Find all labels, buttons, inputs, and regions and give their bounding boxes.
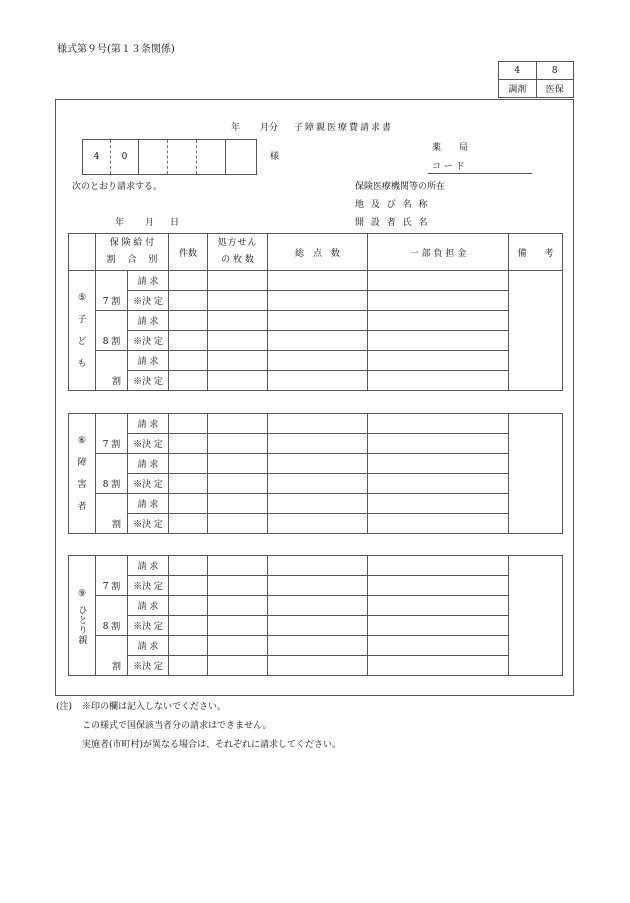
cell-points[interactable] xyxy=(268,271,368,291)
cell-rx[interactable] xyxy=(208,576,268,596)
cell-rx[interactable] xyxy=(208,454,268,474)
header-benefit-line2: 割 合 別 xyxy=(106,255,158,265)
row-decision: ※決 定 xyxy=(128,514,169,534)
cell-rx[interactable] xyxy=(208,616,268,636)
cell-points[interactable] xyxy=(268,454,368,474)
cell-count[interactable] xyxy=(169,576,208,596)
row-request: 請 求 xyxy=(128,454,169,474)
cell-rx[interactable] xyxy=(208,474,268,494)
corner-label-2: 医保 xyxy=(536,80,574,98)
corner-code-1: 4 xyxy=(499,62,537,80)
header-remarks: 備 考 xyxy=(509,234,563,271)
cell-rx[interactable] xyxy=(208,656,268,676)
code-digit-4[interactable] xyxy=(168,140,197,174)
section-mark: ⑨ xyxy=(77,589,87,599)
insurer-code-box xyxy=(82,139,257,175)
cell-rx[interactable] xyxy=(208,271,268,291)
rate-blank: 割 xyxy=(96,494,128,534)
cell-rx[interactable] xyxy=(208,331,268,351)
corner-label-1: 調剤 xyxy=(499,80,537,98)
cell-copay[interactable] xyxy=(368,596,509,616)
row-request: 請 求 xyxy=(128,494,169,514)
section-label-disabled xyxy=(69,414,96,534)
cell-points[interactable] xyxy=(268,656,368,676)
cell-rx[interactable] xyxy=(208,596,268,616)
corner-code-2: 8 xyxy=(536,62,574,80)
section-char: 障 xyxy=(77,457,87,468)
cell-copay[interactable] xyxy=(368,616,509,636)
cell-remarks[interactable] xyxy=(509,414,563,534)
cell-copay[interactable] xyxy=(368,414,509,434)
pharmacy-code-label: コ ー ド xyxy=(432,162,465,172)
cell-points[interactable] xyxy=(268,494,368,514)
section-mark: ⑥ xyxy=(77,435,87,446)
rate-8: 8 割 xyxy=(96,454,128,494)
row-decision: ※決 定 xyxy=(128,656,169,676)
section-char: 害 xyxy=(77,479,87,490)
row-decision: ※決 定 xyxy=(128,291,169,311)
cell-points[interactable] xyxy=(268,474,368,494)
row-decision: ※決 定 xyxy=(128,331,169,351)
cell-copay[interactable] xyxy=(368,474,509,494)
cell-copay[interactable] xyxy=(368,371,509,391)
row-request: 請 求 xyxy=(128,351,169,371)
title-year: 年 xyxy=(231,123,241,133)
rate-blank: 割 xyxy=(96,636,128,676)
cell-count[interactable] xyxy=(169,636,208,656)
title-month: 月分 xyxy=(260,123,279,133)
cell-points[interactable] xyxy=(268,331,368,351)
cell-count[interactable] xyxy=(169,351,208,371)
section-children-table xyxy=(68,270,563,391)
rate-8: 8 割 xyxy=(96,311,128,351)
date-month: 月 xyxy=(145,218,155,228)
header-rx xyxy=(208,234,268,271)
institution-location-label: 地 及 び 名 称 xyxy=(355,200,430,210)
section-char: も xyxy=(77,358,87,369)
note-line-1: ※印の欄は記入しないでください。 xyxy=(82,702,227,712)
row-request: 請 求 xyxy=(128,596,169,616)
cell-count[interactable] xyxy=(169,494,208,514)
header-table xyxy=(68,233,563,271)
cell-points[interactable] xyxy=(268,576,368,596)
cell-rx[interactable] xyxy=(208,514,268,534)
cell-copay[interactable] xyxy=(368,576,509,596)
cell-copay[interactable] xyxy=(368,434,509,454)
cell-copay[interactable] xyxy=(368,351,509,371)
notes-label: (注) xyxy=(56,702,73,712)
row-decision: ※決 定 xyxy=(128,474,169,494)
cell-points[interactable] xyxy=(268,636,368,656)
request-text: 次のとおり請求する。 xyxy=(72,182,163,192)
cell-rx[interactable] xyxy=(208,556,268,576)
pharmacy-label: 薬 局 xyxy=(432,143,469,153)
cell-copay[interactable] xyxy=(368,291,509,311)
cell-copay[interactable] xyxy=(368,636,509,656)
header-copay: 一 部 負 担 金 xyxy=(368,234,509,271)
cell-copay[interactable] xyxy=(368,556,509,576)
cell-rx[interactable] xyxy=(208,351,268,371)
cell-rx[interactable] xyxy=(208,371,268,391)
cell-count[interactable] xyxy=(169,291,208,311)
section-char: ど xyxy=(77,336,87,347)
cell-points[interactable] xyxy=(268,514,368,534)
row-decision: ※決 定 xyxy=(128,371,169,391)
cell-points[interactable] xyxy=(268,371,368,391)
cell-count[interactable] xyxy=(169,454,208,474)
note-line-3: 実施者(市町村)が異なる場合は、それぞれに請求してください。 xyxy=(82,740,342,750)
section-disabled-table xyxy=(68,413,563,534)
cell-count[interactable] xyxy=(169,514,208,534)
cell-copay[interactable] xyxy=(368,656,509,676)
cell-points[interactable] xyxy=(268,311,368,331)
row-request: 請 求 xyxy=(128,636,169,656)
cell-rx[interactable] xyxy=(208,414,268,434)
code-digit-5[interactable] xyxy=(197,140,226,174)
cell-copay[interactable] xyxy=(368,454,509,474)
code-digit-6[interactable] xyxy=(226,140,256,174)
cell-points[interactable] xyxy=(268,414,368,434)
cell-points[interactable] xyxy=(268,351,368,371)
note-line-2: この様式で国保該当者分の請求はできません。 xyxy=(82,721,272,731)
cell-count[interactable] xyxy=(169,271,208,291)
cell-rx[interactable] xyxy=(208,311,268,331)
cell-count[interactable] xyxy=(169,371,208,391)
cell-copay[interactable] xyxy=(368,514,509,534)
cell-count[interactable] xyxy=(169,414,208,434)
cell-remarks[interactable] xyxy=(509,271,563,391)
cell-points[interactable] xyxy=(268,434,368,454)
cell-rx[interactable] xyxy=(208,636,268,656)
section-char: 者 xyxy=(77,501,87,512)
founder-name-label: 開 設 者 氏 名 xyxy=(355,218,430,228)
rate-7: 7 割 xyxy=(96,556,128,596)
code-digit-3[interactable] xyxy=(139,140,168,174)
form-number: 様式第９号(第１３条関係) xyxy=(57,44,175,55)
cell-count[interactable] xyxy=(169,596,208,616)
date-day: 日 xyxy=(170,218,180,228)
cell-count[interactable] xyxy=(169,616,208,636)
row-request: 請 求 xyxy=(128,414,169,434)
header-rx-line1: 処方せん xyxy=(217,238,258,248)
row-request: 請 求 xyxy=(128,311,169,331)
header-blank xyxy=(69,234,96,271)
cell-count[interactable] xyxy=(169,434,208,454)
cell-points[interactable] xyxy=(268,556,368,576)
row-request: 請 求 xyxy=(128,556,169,576)
section-char: 子 xyxy=(77,314,87,325)
rate-7: 7 割 xyxy=(96,271,128,311)
cell-rx[interactable] xyxy=(208,494,268,514)
cell-copay[interactable] xyxy=(368,494,509,514)
header-benefit-line1: 保 険 給 付 xyxy=(109,238,155,248)
rate-blank: 割 xyxy=(96,351,128,391)
rate-7: 7 割 xyxy=(96,414,128,454)
cell-copay[interactable] xyxy=(368,311,509,331)
cell-points[interactable] xyxy=(268,616,368,636)
row-decision: ※決 定 xyxy=(128,434,169,454)
code-digit-2: 0 xyxy=(111,140,139,174)
cell-rx[interactable] xyxy=(208,291,268,311)
section-label-children xyxy=(69,271,96,391)
section-vertical-text: ひとり親 xyxy=(76,605,87,645)
section-mark: ⑤ xyxy=(77,292,87,303)
cell-remarks[interactable] xyxy=(509,556,563,676)
row-decision: ※決 定 xyxy=(128,616,169,636)
date-year: 年 xyxy=(115,218,125,228)
cell-count[interactable] xyxy=(169,556,208,576)
section-single-parent-table xyxy=(68,555,563,676)
rate-8: 8 割 xyxy=(96,596,128,636)
code-digit-1: 4 xyxy=(83,140,111,174)
row-request: 請 求 xyxy=(128,271,169,291)
header-rx-line2: の 枚 数 xyxy=(221,255,254,265)
sama-label: 様 xyxy=(270,152,280,162)
cell-copay[interactable] xyxy=(368,331,509,351)
cell-copay[interactable] xyxy=(368,271,509,291)
cell-points[interactable] xyxy=(268,291,368,311)
header-points: 総 点 数 xyxy=(268,234,368,271)
form-title: 子障親医療費請求書 xyxy=(294,123,394,133)
section-label-single-parent xyxy=(69,556,96,676)
cell-points[interactable] xyxy=(268,596,368,616)
header-benefit xyxy=(96,234,169,271)
institution-address-label: 保険医療機関等の所在 xyxy=(355,182,446,192)
row-decision: ※決 定 xyxy=(128,576,169,596)
corner-code-table xyxy=(498,61,574,98)
header-count: 件数 xyxy=(169,234,208,271)
cell-rx[interactable] xyxy=(208,434,268,454)
cell-count[interactable] xyxy=(169,656,208,676)
cell-count[interactable] xyxy=(169,474,208,494)
cell-count[interactable] xyxy=(169,331,208,351)
cell-count[interactable] xyxy=(169,311,208,331)
pharmacy-code-underline xyxy=(428,173,532,174)
